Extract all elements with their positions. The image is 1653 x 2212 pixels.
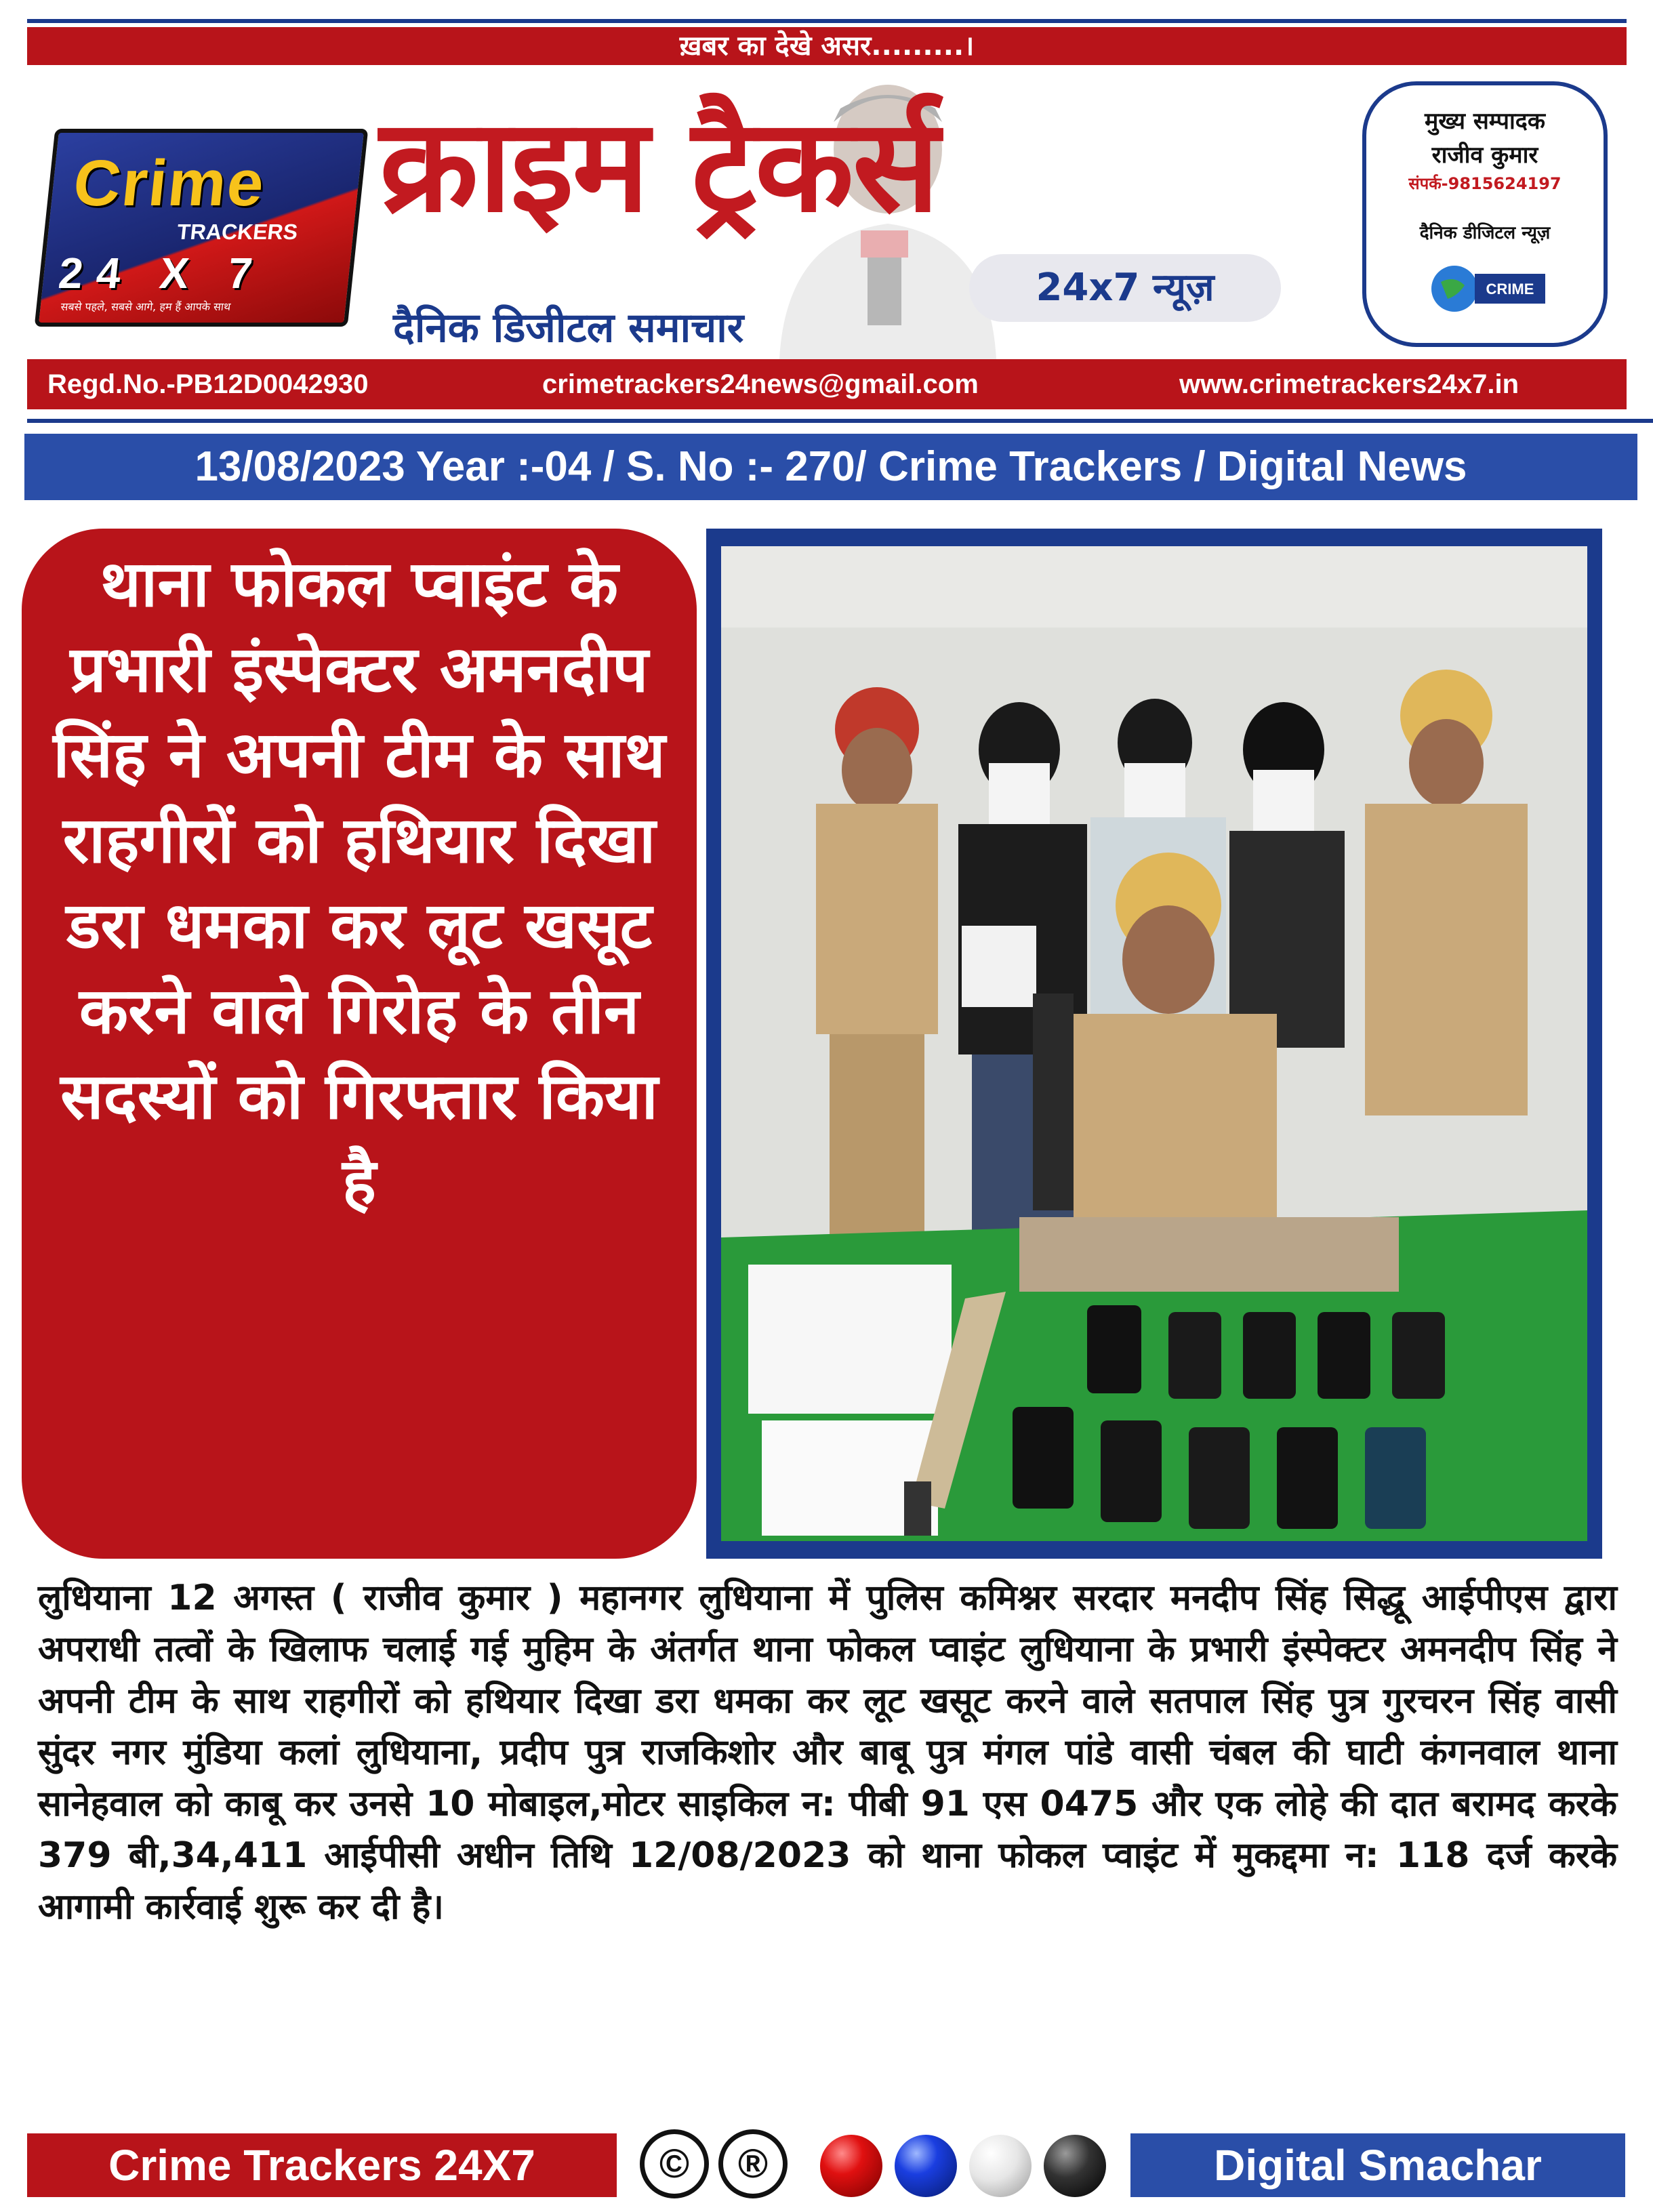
registered-icon: ® [718, 2129, 788, 2198]
copyright-icon: © [640, 2129, 709, 2198]
logo-247-text: 24 X 7 [56, 249, 268, 298]
newspaper-subtitle: दैनिक डिजीटल समाचार [393, 304, 744, 352]
top-divider [27, 19, 1627, 23]
headline: थाना फोकल प्वाइंट के प्रभारी इंस्पेक्टर अमनदीप सिंह ने अपनी टीम के साथ राहगीरों को हथियार दिखा डरा धमका कर लूट खसूट करने वाले गिरोह के तीन सदस्यों को गिरफ्तार किया है [53, 548, 666, 1219]
footer-brand: Crime Trackers 24X7 [27, 2133, 617, 2197]
globe-logo-icon [1427, 262, 1549, 316]
news-label: 24x7 न्यूज़ [969, 254, 1281, 322]
editor-contact: संपर्क-9815624197 [1408, 174, 1562, 193]
website-link[interactable]: www.crimetrackers24x7.in [1179, 369, 1519, 399]
editor-info-box [1362, 81, 1608, 347]
footer-digital-smachar: Digital Smachar [1130, 2133, 1625, 2197]
editor-role: मुख्य सम्पादक [1425, 108, 1545, 135]
registration-bar [27, 359, 1627, 409]
masthead-divider [27, 419, 1653, 423]
email-link[interactable]: crimetrackers24news@gmail.com [542, 369, 979, 399]
red-ball-icon [820, 2135, 882, 2197]
top-tagline-strip [27, 27, 1627, 65]
newspaper-title: क्राइम ट्रैकर्स [380, 91, 939, 241]
article-body: लुधियाना 12 अगस्त ( राजीव कुमार ) महानगर लुधियाना में पुलिस कमिश्नर सरदार मनदीप सिंह सिद्धू आईपीएस द्वारा अपराधी तत्वों के खिलाफ चलाई गई मुहिम के अंतर्गत थाना फोकल प्वाइंट लुधियाना के प्रभारी इंस्पेक्टर अमनदीप सिंह ने अपनी टीम के साथ राहगीरों को हथियार दिखा डरा धमका कर लूट खसूट करने वाले सतपाल सिंह पुत्र गुरचरन सिंह वासी सुंदर नगर मुंडिया कलां लुधियाना, प्रदीप पुत्र राजकिशोर और बाबू पुत्र मंगल पांडे वासी चंबल की घाटी कंगनवाल थाना सानेहवाल को काबू कर उनसे 10 मोबाइल,मोटर साइकिल न: पीबी 91 एस 0475 और एक लोहे की दात बरामद करके 379 बी,34,411 आईपीसी अधीन तिथि 12/08/2023 को थाना फोकल प्वाइंट में मुकद्दमा न: 118 दर्ज करके आगामी कार्रवाई शुरू कर दी है। [38, 1578, 1617, 1927]
headline-box [22, 529, 697, 1559]
date-line: 13/08/2023 Year :-04 / S. No :- 270/ Crime Trackers / Digital News [24, 434, 1637, 500]
registration-number: Regd.No.-PB12D0042930 [47, 369, 369, 399]
black-ball-icon [1044, 2135, 1106, 2197]
white-ball-icon [969, 2135, 1032, 2197]
logo-crime-text: Crime [70, 147, 269, 220]
crime-trackers-logo [35, 129, 369, 327]
blue-ball-icon [895, 2135, 957, 2197]
top-tagline: ख़बर का देखे असर.........। [679, 30, 975, 62]
news-photo [721, 546, 1587, 1541]
logo-tagline: सबसे पहले, सबसे आगे, हम हैं आपके साथ [60, 300, 232, 313]
editor-news-type: दैनिक डीजिटल न्यूज़ [1419, 223, 1551, 243]
logo-trackers-text: TRACKERS [176, 220, 300, 244]
editor-logo-text: CRIME [1486, 281, 1534, 298]
editor-name: राजीव कुमार [1431, 142, 1538, 169]
